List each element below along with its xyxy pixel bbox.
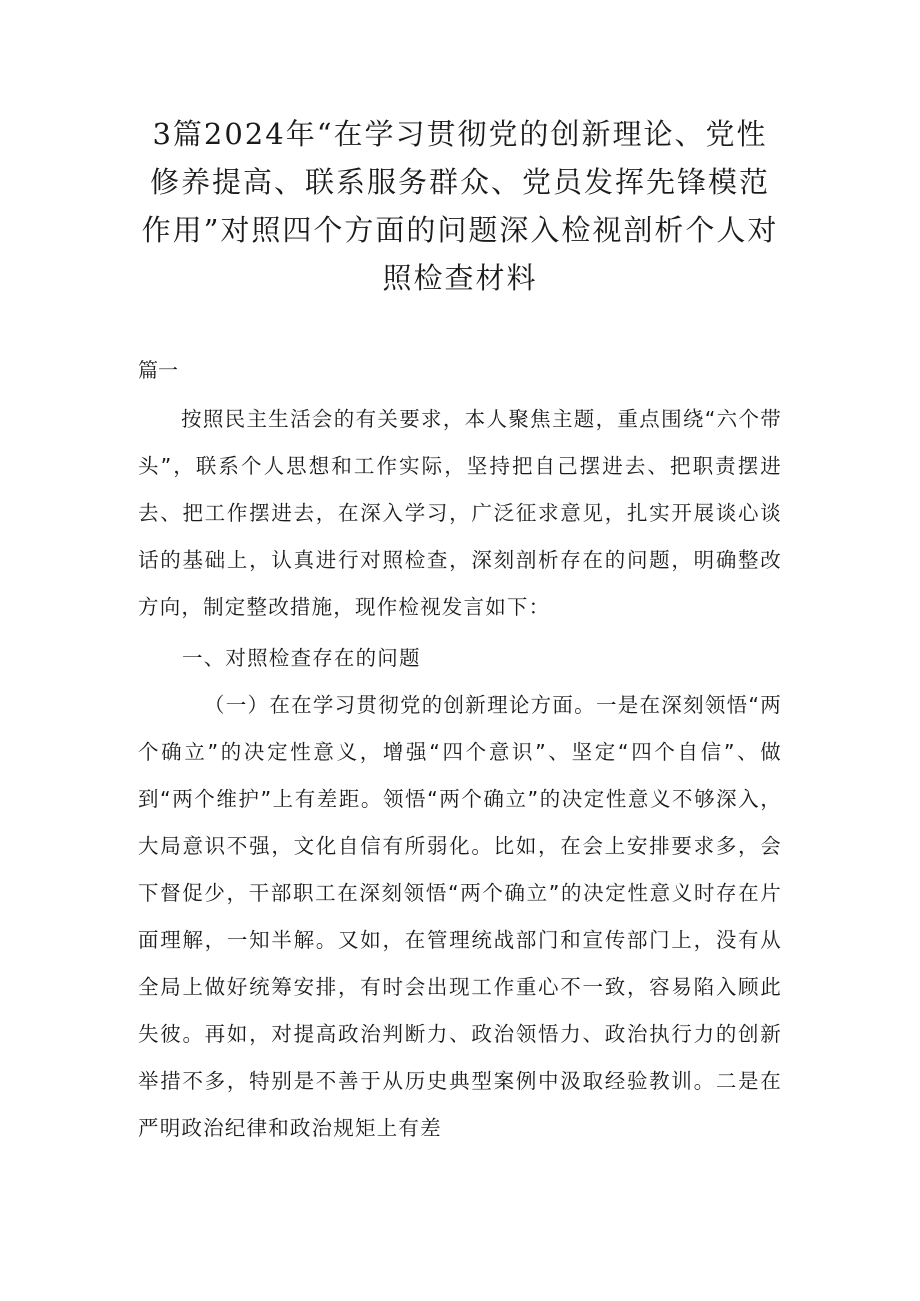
body-paragraph: （一）在在学习贯彻党的创新理论方面。一是在深刻领悟“两个确立”的决定性意义，增强“四个意识”、坚定“四个自信”、做到“两个维护”上有差距。领悟“两个确立”的决定性意义不够深入，大局意识不强，文化自信有所弱化。比如，在会上安排要求多，会下督促少，干部职工在深刻领悟“两个确立”的决定性意义时存在片面理解，一知半解。又如，在管理统战部门和宣传部门上，没有从全局上做好统筹安排，有时会出现工作重心不一致，容易陷入顾此失彼。再如，对提高政治判断力、政治领悟力、政治执行力的创新举措不多，特别是不善于从历史典型案例中汲取经验教训。二是在严明政治纪律和政治规矩上有差 [138,693,782,1140]
intro-paragraph: 按照民主生活会的有关要求，本人聚焦主题，重点围绕“六个带头”，联系个人思想和工作实际，坚持把自己摆进去、把职责摆进去、把工作摆进去，在深入学习，广泛征求意见，扎实开展谈心谈话的基础上，认真进行对照检查，深刻剖析存在的问题，明确整改方向，制定整改措施，现作检视发言如下： [138,407,782,619]
document-title: 3篇2024年“在学习贯彻党的创新理论、党性修养提高、联系服务群众、党员发挥先锋模范作用”对照四个方面的问题深入检视剖析个人对照检查材料 [141,117,779,295]
section-heading: 一、对照检查存在的问题 [182,646,421,670]
section-label: 篇一 [138,358,178,382]
